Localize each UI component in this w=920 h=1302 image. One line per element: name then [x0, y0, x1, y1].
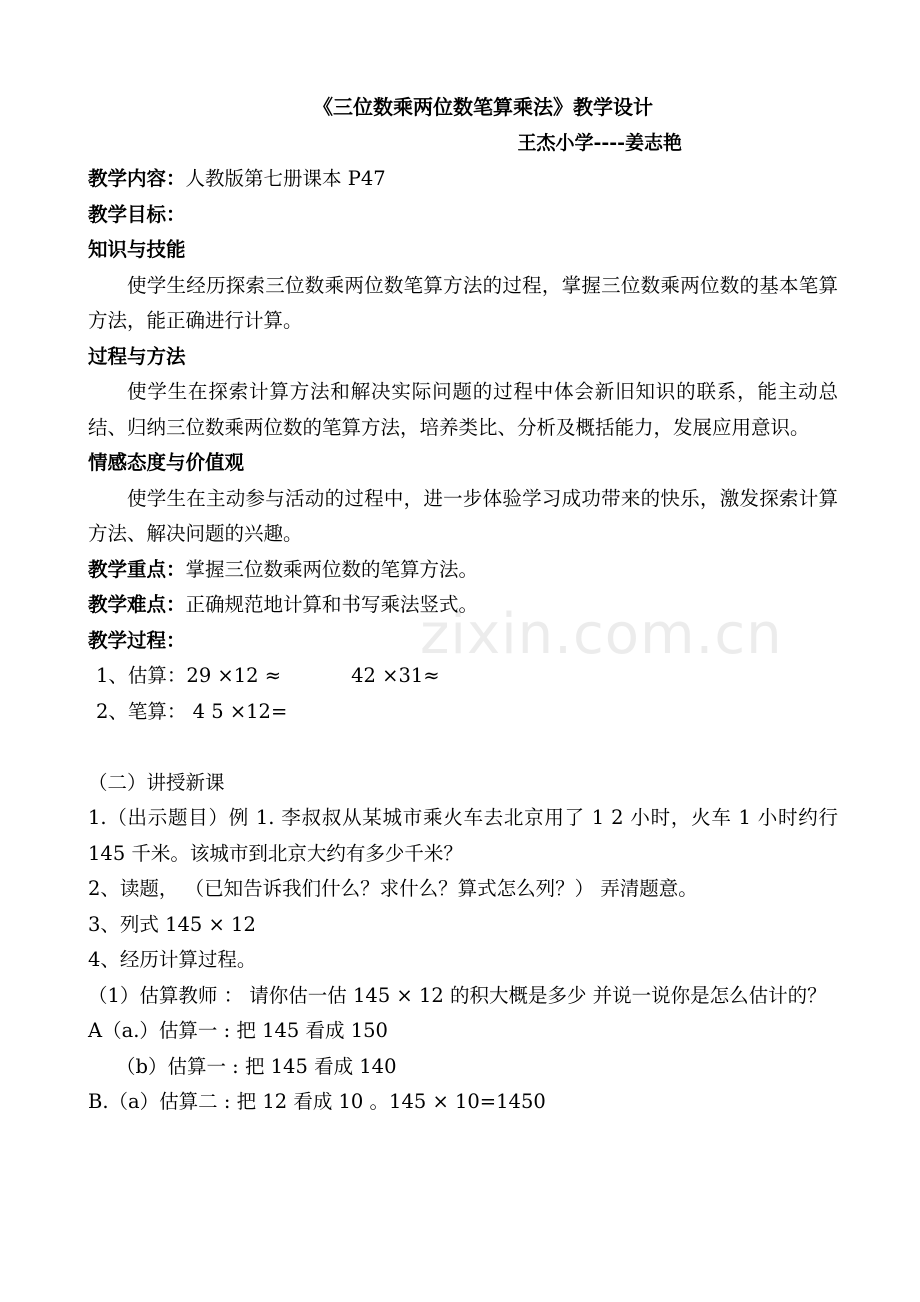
step-1-line	[88, 658, 838, 694]
estimate-a-line: A（a.）估算一 : 把 145 看成 150	[88, 1019, 388, 1042]
key-point-label: 教学重点：	[88, 557, 186, 581]
document-title: 《三位数乘两位数笔算乘法》教学设计	[313, 95, 653, 119]
content-value: 人教版第七册课本 P47	[185, 167, 386, 190]
process-text: 使学生在探索计算方法和解决实际问题的过程中体会新旧知识的联系，能主动总结、归纳三位数乘两位数的笔算方法，培养类比、分析及概括能力，发展应用意识。	[88, 380, 838, 439]
estimate-b-line: （b）估算一 : 把 145 看成 140	[116, 1054, 397, 1078]
step-1-estimate-b: 42 ×31≈	[351, 664, 440, 687]
document-page	[88, 90, 838, 1120]
author-line: 王杰小学----姜志艳	[517, 131, 682, 154]
blank-gap	[88, 729, 838, 765]
formula-line: 3、列式 145 × 12	[88, 912, 256, 936]
section-2-heading: （二）讲授新课	[88, 770, 225, 794]
experience-line: 4、经历计算过程。	[88, 948, 257, 971]
emotion-text: 使学生在主动参与活动的过程中，进一步体验学习成功带来的快乐，激发探索计算方法、解决问题的兴趣。	[88, 486, 838, 545]
example-text: 1.（出示题目）例 1. 李叔叔从某城市乘火车去北京用了 1 2 小时，火车 1 小时约行 145 千米。该城市到北京大约有多少千米？	[88, 806, 838, 865]
content-label: 教学内容：	[88, 167, 186, 190]
knowledge-heading: 知识与技能	[88, 238, 186, 261]
step-1-estimate-a: 1、估算：29 ×12 ≈	[96, 664, 282, 687]
emotion-heading: 情感态度与价值观	[88, 451, 245, 474]
difficulty-label: 教学难点：	[88, 593, 186, 616]
difficulty-value: 正确规范地计算和书写乘法竖式。	[185, 593, 479, 616]
step-2-line: 2、笔算： 4 5 ×12=	[96, 699, 288, 723]
key-point-value: 掌握三位数乘两位数的笔算方法。	[185, 557, 479, 581]
estimate-c-line: B.（a）估算二 : 把 12 看成 10 。145 × 10=1450	[88, 1090, 546, 1113]
estimate-question: （1）估算教师 ： 请你估一估 145 × 12 的积大概是多少 并说一说你是怎么估计的？	[88, 983, 827, 1007]
goals-label: 教学目标：	[88, 202, 186, 226]
watermark: zixin.com.cn	[420, 602, 783, 667]
read-line: 2、读题， （已知告诉我们什么？求什么？算式怎么列？） 弄清题意。	[88, 877, 698, 900]
process-heading: 过程与方法	[88, 344, 186, 368]
procedure-label: 教学过程：	[88, 628, 186, 652]
knowledge-text: 使学生经历探索三位数乘两位数笔算方法的过程，掌握三位数乘两位数的基本笔算方法，能正确进行计算。	[88, 273, 838, 332]
difficulty-line	[88, 587, 838, 623]
key-point-line	[88, 552, 838, 588]
content-line	[88, 161, 838, 197]
